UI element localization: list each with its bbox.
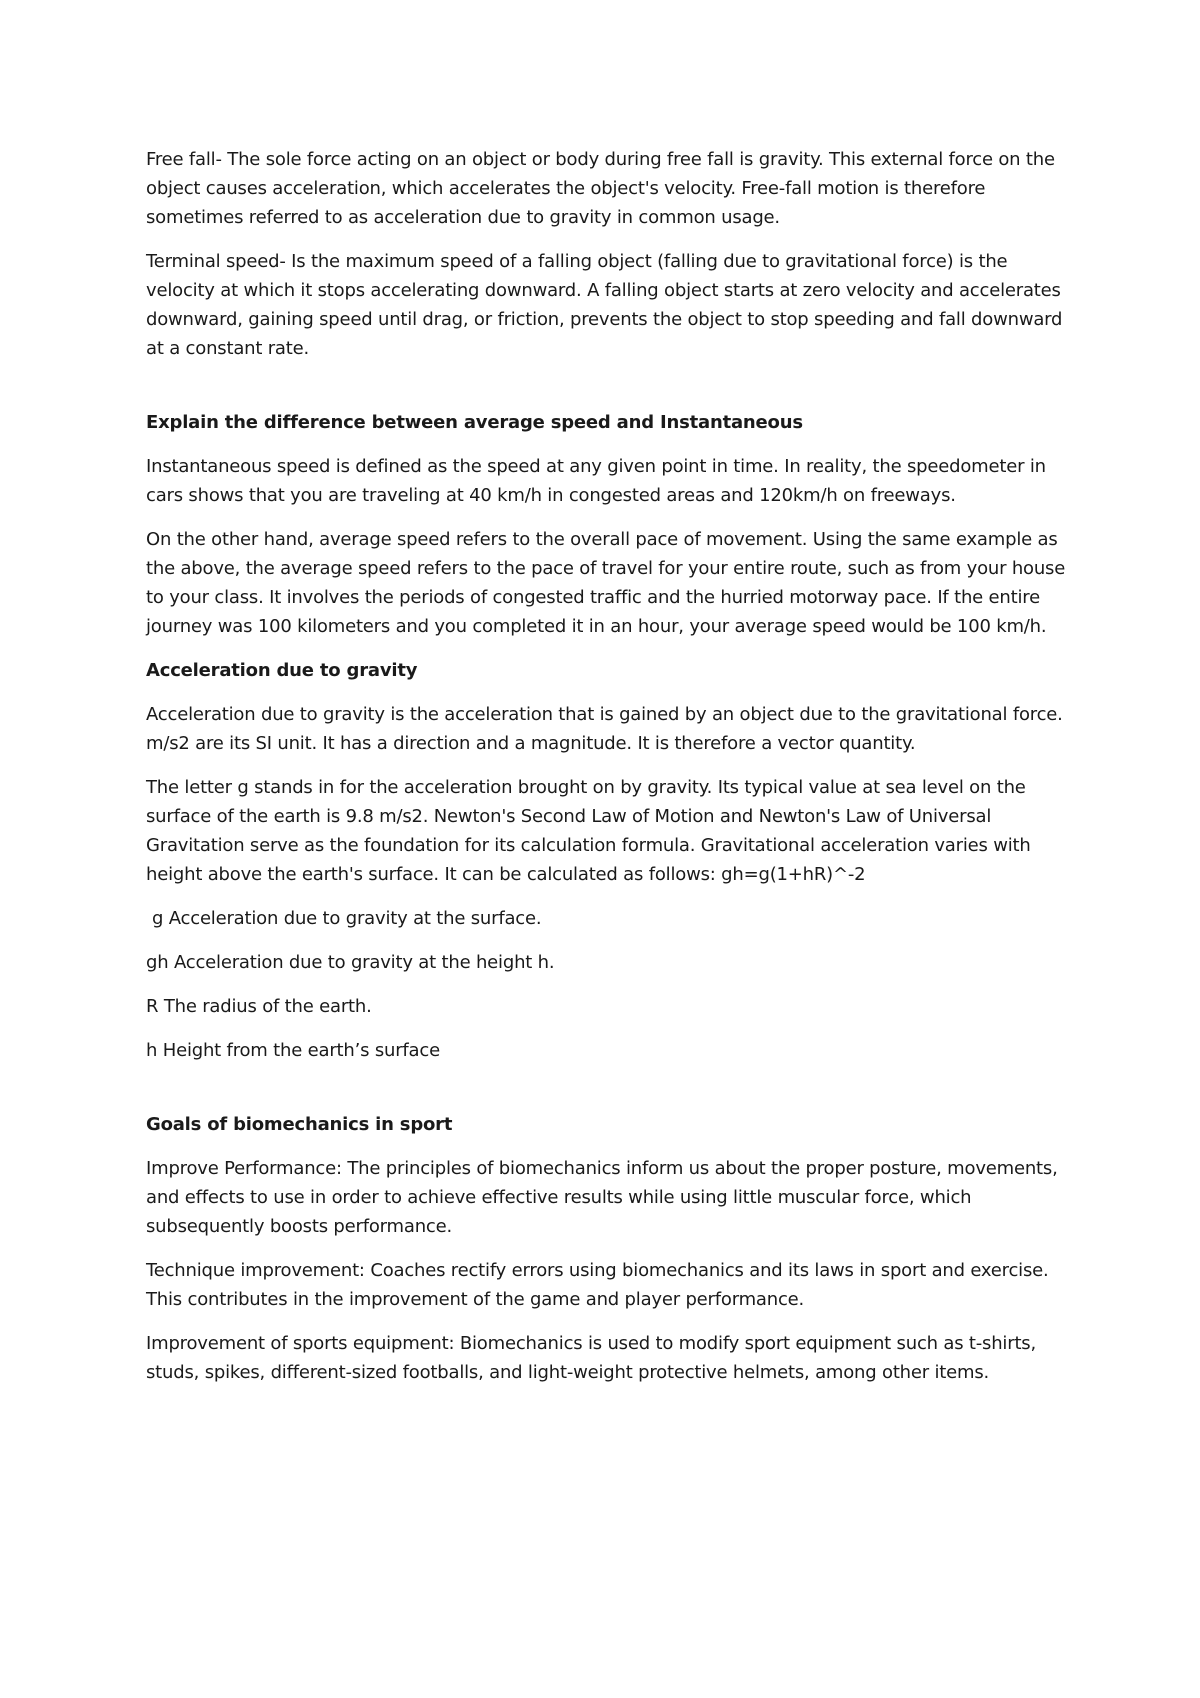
paragraph-gravity-definition: Acceleration due to gravity is the acceleration that is gained by an object due to the gravitational force. m/s2 are its SI unit. It has a direction and a magnitude. It is therefore a vector quantity. [146, 704, 1063, 754]
paragraph-average-speed: On the other hand, average speed refers to the overall pace of movement. Using the same example as the above, the average speed refers to the pace of travel for your entire route, such as from your house to your class. It involves the periods of congested traffic and the hurried motorway pace. If the entire journey was 100 kilometers and you completed it in an hour, your average speed would be 100 km/h. [146, 529, 1066, 637]
paragraph-equipment-improvement: Improvement of sports equipment: Biomechanics is used to modify sport equipment such as t-shirts, studs, spikes, different-sized footballs, and light-weight protective helmets, among other items. [146, 1333, 1036, 1383]
paragraph-instantaneous-speed: Instantaneous speed is defined as the speed at any given point in time. In reality, the speedometer in cars shows that you are traveling at 40 km/h in congested areas and 120km/h on freeways. [146, 456, 1046, 506]
heading-speed-difference: Explain the difference between average speed and Instantaneous [146, 412, 803, 433]
definition-gh: gh Acceleration due to gravity at the height h. [146, 952, 555, 973]
definition-h: h Height from the earth’s surface [146, 1040, 440, 1061]
paragraph-free-fall: Free fall- The sole force acting on an object or body during free fall is gravity. This external force on the object causes acceleration, which accelerates the object's velocity. Free-fall motion is therefore sometimes referred to as acceleration due to gravity in common usage. [146, 149, 1055, 228]
section-spacer [146, 378, 1066, 408]
document-body [146, 145, 1066, 1402]
section-spacer [146, 1080, 1066, 1110]
heading-acceleration-gravity: Acceleration due to gravity [146, 660, 418, 681]
definition-r: R The radius of the earth. [146, 996, 372, 1017]
paragraph-improve-performance: Improve Performance: The principles of biomechanics inform us about the proper posture, movements, and effects to use in order to achieve effective results while using little muscular force, which subsequently boosts performance. [146, 1158, 1058, 1237]
paragraph-terminal-speed: Terminal speed- Is the maximum speed of a falling object (falling due to gravitational force) is the velocity at which it stops accelerating downward. A falling object starts at zero velocity and accelerates downward, gaining speed until drag, or friction, prevents the object to stop speeding and fall downward at a constant rate. [146, 251, 1063, 359]
heading-goals-biomechanics: Goals of biomechanics in sport [146, 1114, 453, 1135]
paragraph-gravity-letter-g: The letter g stands in for the acceleration brought on by gravity. Its typical value at sea level on the surface of the earth is 9.8 m/s2. Newton's Second Law of Motion and Newton's Law of Universal Gravitation serve as the foundation for its calculation formula. Gravitational acceleration varies with height above the earth's surface. It can be calculated as follows: gh=g(1+hR)^-2 [146, 777, 1031, 885]
paragraph-technique-improvement: Technique improvement: Coaches rectify errors using biomechanics and its laws in sport and exercise. This contributes in the improvement of the game and player performance. [146, 1260, 1049, 1310]
definition-g: g Acceleration due to gravity at the surface. [152, 908, 542, 929]
